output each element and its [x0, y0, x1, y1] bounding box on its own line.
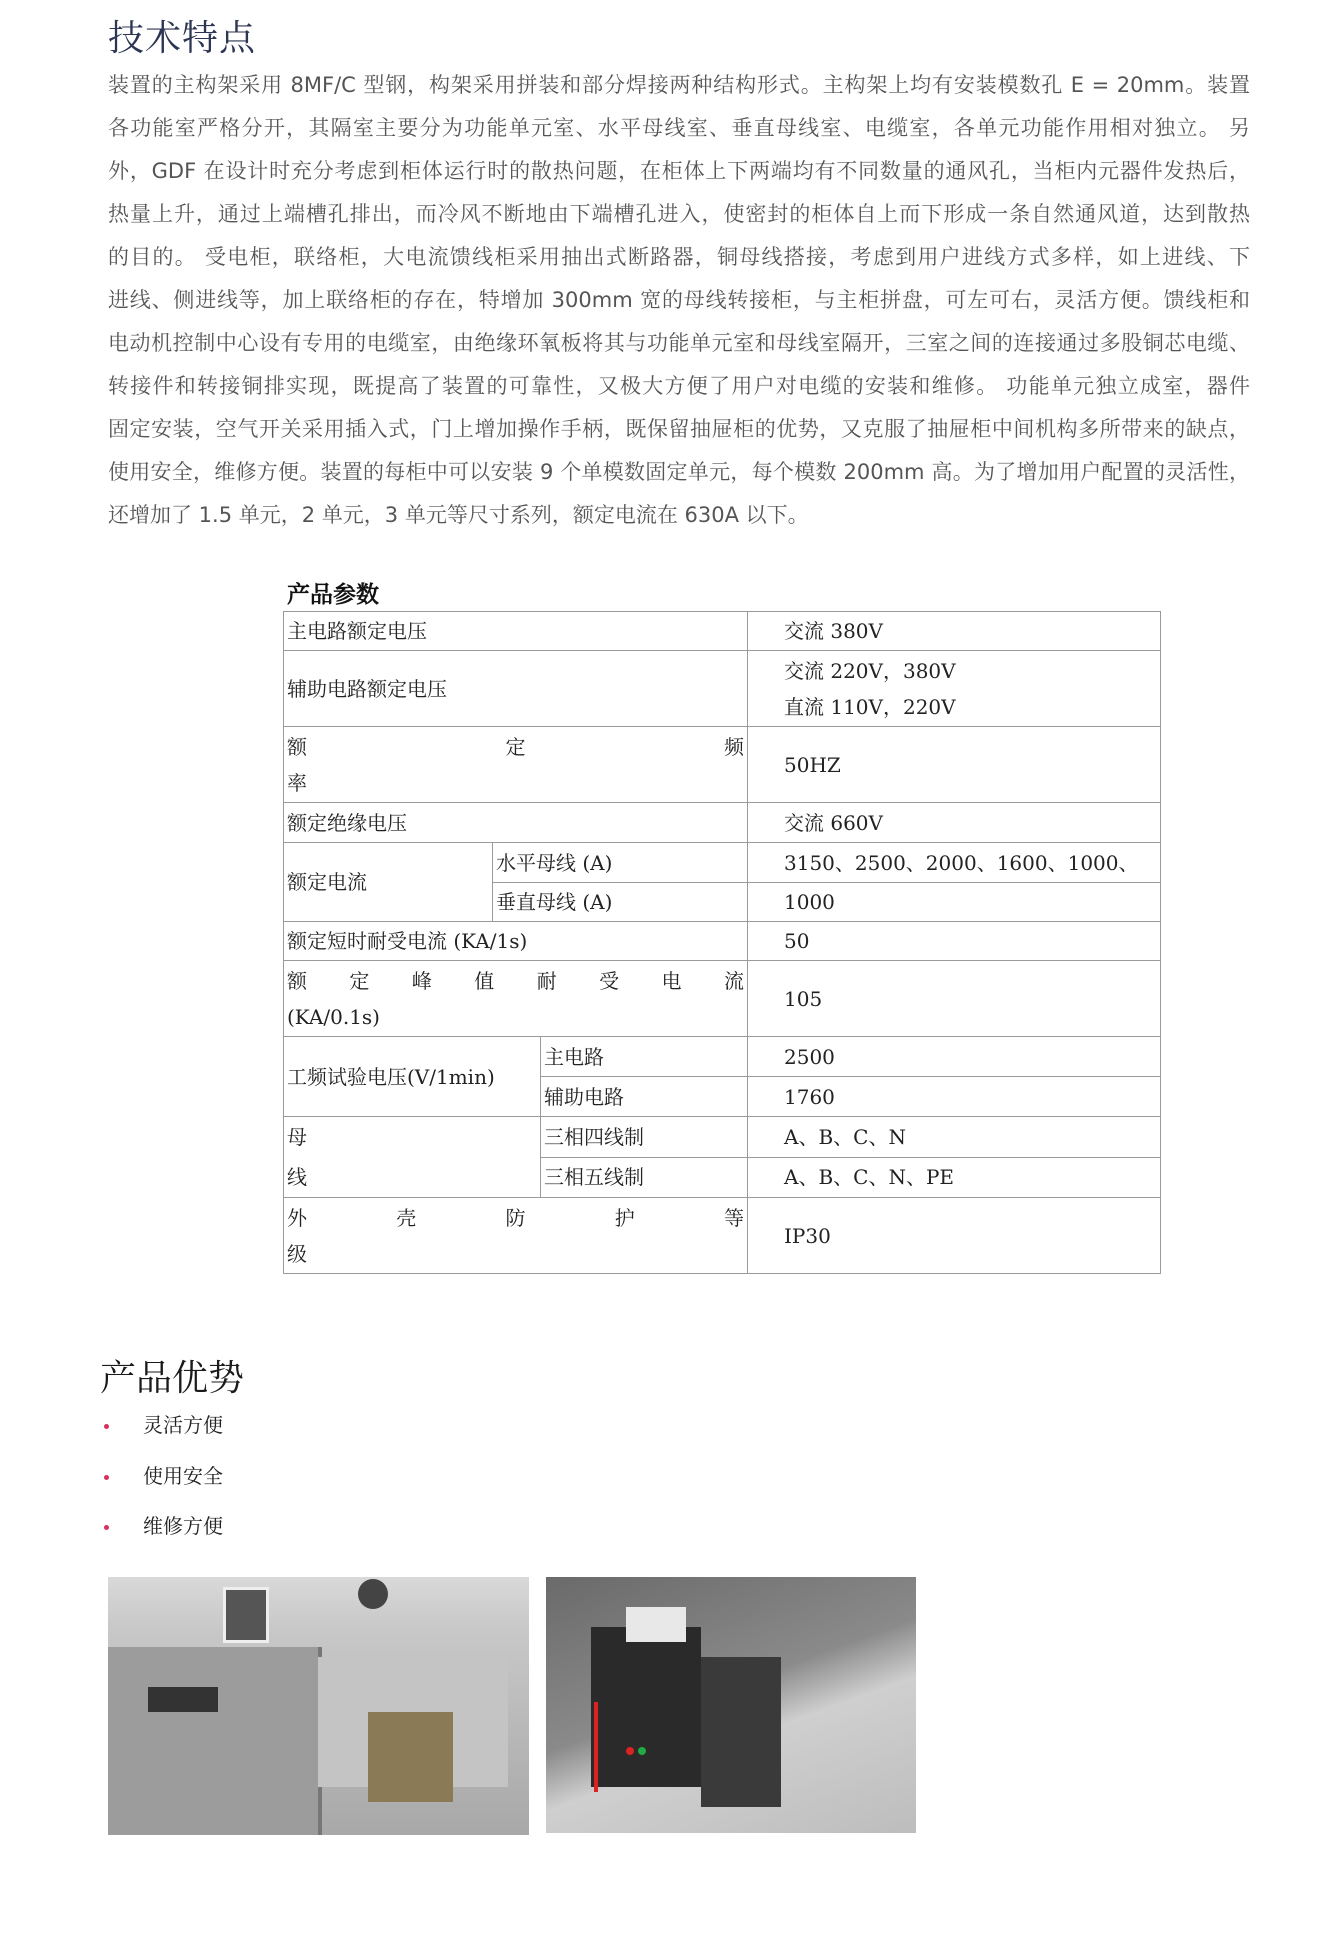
spec-label: 额定绝缘电压 — [284, 803, 748, 843]
section-title-features: 技术特点 — [108, 18, 257, 59]
spec-label: 额定电流 — [284, 843, 493, 922]
paragraph-line: 还增加了 1.5 单元，2 单元，3 单元等尺寸系列，额定电流在 630A 以下。 — [108, 503, 809, 527]
paragraph-line: 的目的。 受电柜，联络柜，大电流馈线柜采用抽出式断路器，铜母线搭接，考虑到用户进线方式多样，如上进线、下 — [108, 245, 1250, 269]
spec-sublabel: 三相四线制 — [541, 1117, 748, 1158]
features-paragraph — [108, 70, 1250, 543]
spread-label: 额 定 频 率 — [287, 734, 744, 795]
paragraph-line: 转接件和转接铜排实现，既提高了装置的可靠性，又极大方便了用户对电缆的安装和维修。 功能单元独立成室，器件 — [108, 374, 1250, 398]
spec-value: 50HZ — [748, 727, 1161, 803]
paragraph-line: 各功能室严格分开，其隔室主要分为功能单元室、水平母线室、垂直母线室、电缆室，各单元功能作用相对独立。 另 — [108, 116, 1250, 140]
section-title-advantages: 产品优势 — [100, 1358, 245, 1399]
spec-label — [284, 727, 748, 803]
table-row — [284, 803, 1161, 843]
paragraph-line: 固定安装，空气开关采用插入式，门上增加操作手柄，既保留抽屉柜的优势，又克服了抽屉柜中间机构多所带来的缺点， — [108, 417, 1250, 441]
table-row — [284, 651, 1161, 727]
table-row — [284, 922, 1161, 961]
table-row — [284, 843, 1161, 883]
paragraph-line: 装置的主构架采用 8MF/C 型钢，构架采用拼装和部分焊接两种结构形式。主构架上均有安装模数孔 E = 20mm。装置 — [108, 73, 1250, 97]
spec-value: 105 — [748, 961, 1161, 1037]
circuit-breaker-photo — [546, 1577, 916, 1833]
vertical-label: 母线 — [287, 1125, 307, 1189]
paragraph-line: 使用安全，维修方便。装置的每柜中可以安装 9 个单模数固定单元，每个模数 200mm 高。为了增加用户配置的灵活性， — [108, 460, 1250, 484]
spec-label: 额定短时耐受电流 (KA/1s) — [284, 922, 748, 961]
spec-label: 主电路额定电压 — [284, 612, 748, 651]
spec-value: 1000 — [748, 883, 1161, 922]
specs-table — [283, 611, 1161, 1274]
spec-value: A、B、C、N、PE — [748, 1157, 1161, 1198]
paragraph-line: 电动机控制中心设有专用的电缆室，由绝缘环氧板将其与功能单元室和母线室隔开，三室之间的连接通过多股铜芯电缆、 — [108, 331, 1250, 355]
list-item — [104, 1460, 223, 1489]
spec-sublabel: 水平母线 (A) — [493, 843, 748, 883]
spec-value: 交流 380V — [748, 612, 1161, 651]
spec-value: 50 — [748, 922, 1161, 961]
table-row — [284, 1117, 1161, 1158]
table-row — [284, 1198, 1161, 1274]
table-row — [284, 612, 1161, 651]
spec-value — [748, 651, 1161, 727]
specs-title: 产品参数 — [287, 581, 379, 608]
list-item-label: 灵活方便 — [143, 1413, 223, 1437]
paragraph-line: 外，GDF 在设计时充分考虑到柜体运行时的散热问题，在柜体上下两端均有不同数量的通风孔，当柜内元器件发热后， — [108, 159, 1250, 183]
spec-label — [284, 1117, 541, 1198]
spec-label-unit: (KA/0.1s) — [287, 1004, 380, 1029]
spec-label: 辅助电路额定电压 — [284, 651, 748, 727]
spec-value: A、B、C、N — [748, 1117, 1161, 1158]
spread-label: 额 定 峰 值 耐 受 电 流 — [287, 968, 744, 993]
bullet-icon — [104, 1475, 109, 1480]
cabinet-photo-open-door — [108, 1577, 529, 1835]
spec-sublabel: 垂直母线 (A) — [493, 883, 748, 922]
list-item-label: 使用安全 — [143, 1464, 223, 1488]
paragraph-line: 热量上升，通过上端槽孔排出，而冷风不断地由下端槽孔进入，使密封的柜体自上而下形成一条自然通风道，达到散热 — [108, 202, 1250, 226]
spec-value-dc: 直流 110V，220V — [784, 694, 956, 719]
list-item — [104, 1510, 223, 1539]
spec-value: 2500 — [748, 1037, 1161, 1077]
spread-label: 外 壳 防 护 等 级 — [287, 1205, 744, 1266]
table-row — [284, 727, 1161, 803]
list-item — [104, 1409, 223, 1438]
table-row — [284, 961, 1161, 1037]
spec-label — [284, 961, 748, 1037]
spec-value-ac: 交流 220V，380V — [784, 658, 956, 683]
spec-label — [284, 1198, 748, 1274]
spec-sublabel: 三相五线制 — [541, 1157, 748, 1198]
spec-sublabel: 辅助电路 — [541, 1077, 748, 1117]
spec-value: 3150、2500、2000、1600、1000、 — [748, 843, 1161, 883]
spec-label: 工频试验电压(V/1min) — [284, 1037, 541, 1117]
bullet-icon — [104, 1424, 109, 1429]
spec-value: IP30 — [748, 1198, 1161, 1274]
spec-value: 交流 660V — [748, 803, 1161, 843]
list-item-label: 维修方便 — [143, 1514, 223, 1538]
spec-sublabel: 主电路 — [541, 1037, 748, 1077]
table-row — [284, 1037, 1161, 1077]
bullet-icon — [104, 1525, 109, 1530]
paragraph-line: 进线、侧进线等，加上联络柜的存在，特增加 300mm 宽的母线转接柜，与主柜拼盘，可左可右，灵活方便。馈线柜和 — [108, 288, 1250, 312]
spec-value: 1760 — [748, 1077, 1161, 1117]
